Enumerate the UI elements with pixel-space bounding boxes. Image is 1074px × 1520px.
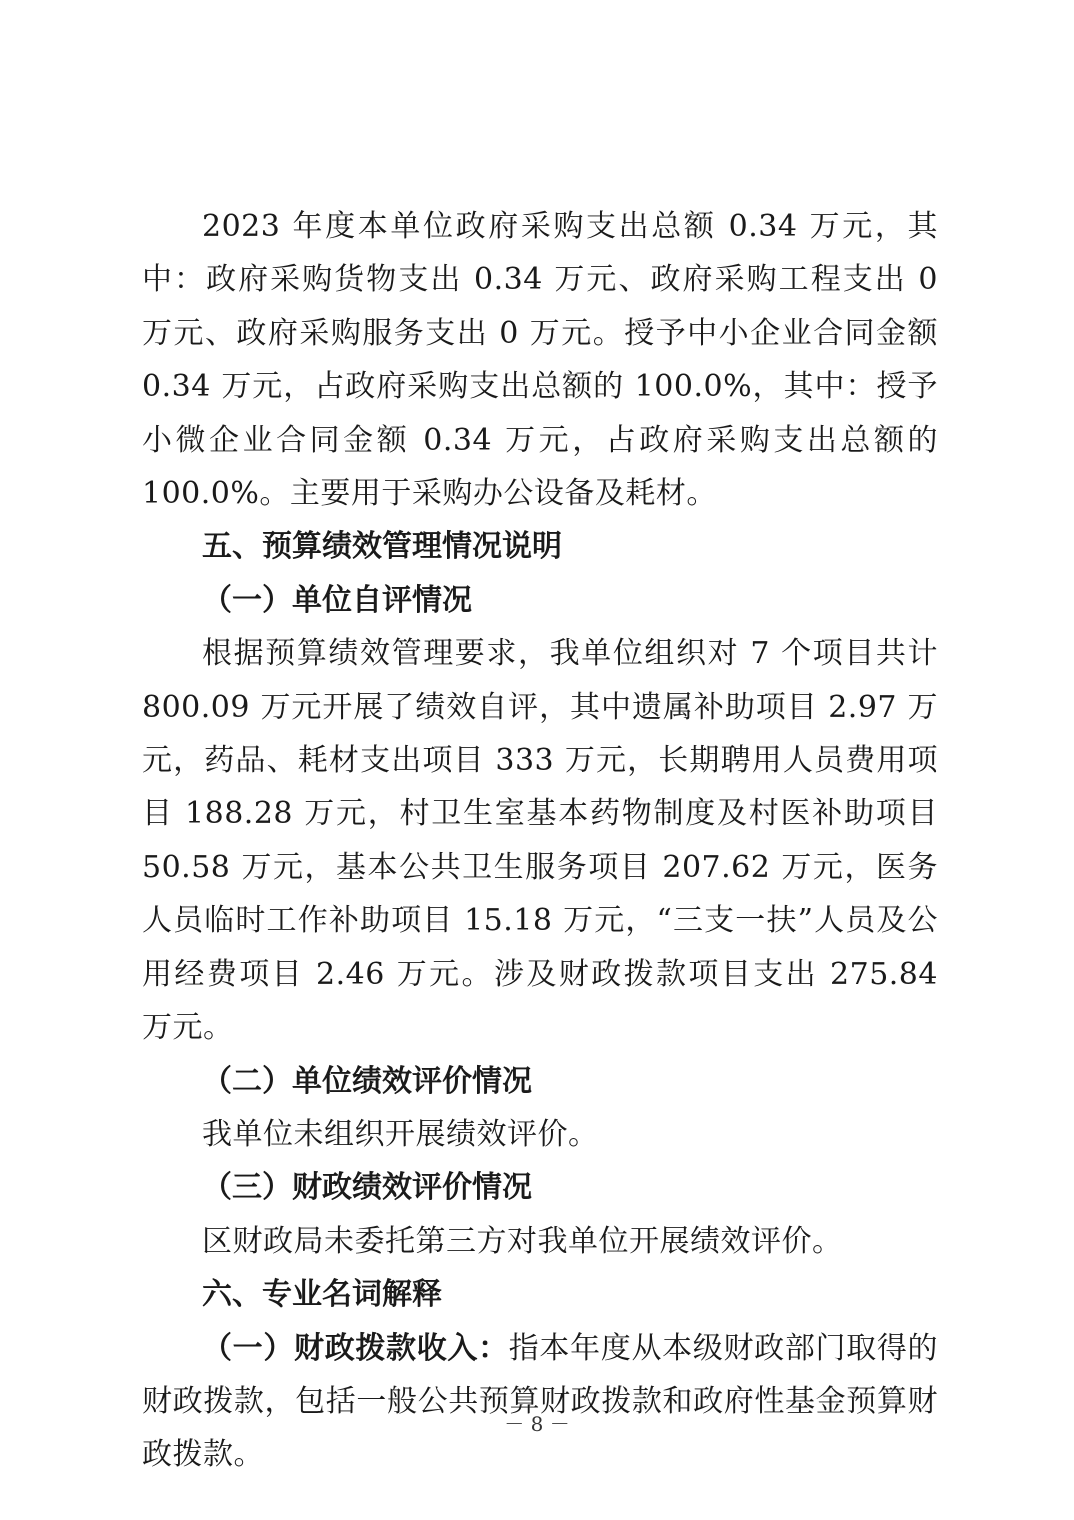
finance-evaluation-paragraph: 区财政局未委托第三方对我单位开展绩效评价。 bbox=[202, 1223, 843, 1259]
glossary-term-definition: 指本年度从本级财政部门取得的财政拨款，包括一般公共预算财政拨款和政府性基金预算财政拨款。 bbox=[142, 1330, 939, 1473]
glossary-term-paragraph bbox=[142, 1322, 938, 1482]
section-heading-budget-performance: 五、预算绩效管理情况说明 bbox=[202, 529, 562, 565]
unit-evaluation-paragraph: 我单位未组织开展绩效评价。 bbox=[202, 1116, 599, 1152]
page-number: － 8 － bbox=[504, 1412, 570, 1436]
subheading-self-evaluation: （一）单位自评情况 bbox=[202, 582, 472, 618]
procurement-paragraph: 2023 年度本单位政府采购支出总额 0.34 万元，其中：政府采购货物支出 0.34 万元、政府采购工程支出 0 万元、政府采购服务支出 0 万元。授予中小企业合同金额 0.34 万元，占政府采购支出总额的 100.0%，其中：授予小微企业合同金额 0.34 万元，占政府采购支出总额的 100.0%。主要用于采购办公设备及耗材。 bbox=[142, 209, 938, 512]
self-evaluation-paragraph: 根据预算绩效管理要求，我单位组织对 7 个项目共计 800.09 万元开展了绩效自评，其中遗属补助项目 2.97 万元，药品、耗材支出项目 333 万元，长期聘用人员费用项目 188.28 万元，村卫生室基本药物制度及村医补助项目 50.58 万元，基本公共卫生服务项目 207.62 万元，医务人员临时工作补助项目 15.18 万元，“三支一扶”人员及公用经费项目 2.46 万元。涉及财政拨款项目支出 275.84 万元。 bbox=[142, 636, 938, 1046]
subheading-finance-evaluation: （三）财政绩效评价情况 bbox=[202, 1170, 532, 1206]
subheading-unit-evaluation: （二）单位绩效评价情况 bbox=[202, 1063, 532, 1099]
document-body bbox=[142, 200, 938, 1482]
section-heading-glossary: 六、专业名词解释 bbox=[202, 1277, 442, 1313]
glossary-term-label: （一）财政拨款收入： bbox=[202, 1330, 509, 1366]
